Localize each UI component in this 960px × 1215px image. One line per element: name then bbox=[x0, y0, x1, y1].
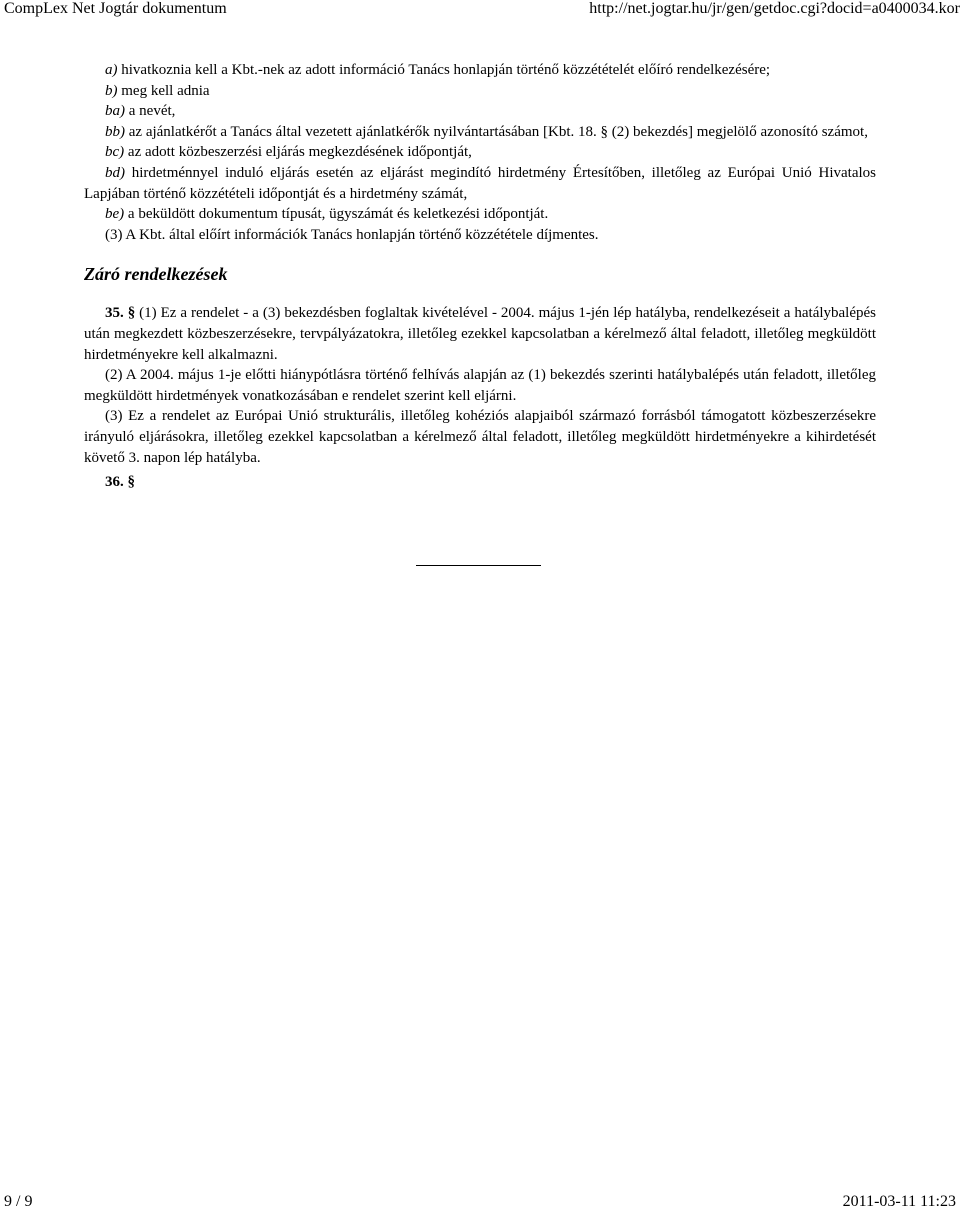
point-a bbox=[84, 60, 876, 81]
point-text: a beküldött dokumentum típusát, ügyszámát és keletkezési időpontját. bbox=[124, 206, 549, 223]
section-36 bbox=[84, 472, 876, 493]
section-35-paragraph-1 bbox=[84, 303, 876, 365]
point-text: az ajánlatkérőt a Tanács által vezetett ajánlatkérők nyilvántartásában [Kbt. 18. § (2) bekezdés] megjelölő azonosító számot, bbox=[125, 123, 868, 140]
page-footer bbox=[0, 1189, 960, 1215]
point-bd bbox=[84, 163, 876, 204]
point-label: bd) bbox=[105, 164, 125, 181]
document-url: http://net.jogtar.hu/jr/gen/getdoc.cgi?docid=a0400034.kor bbox=[589, 0, 960, 17]
page-number: 9 / 9 bbox=[4, 1193, 33, 1210]
point-ba bbox=[84, 101, 876, 122]
page-header bbox=[0, 0, 960, 28]
point-bc bbox=[84, 142, 876, 163]
point-text: meg kell adnia bbox=[117, 82, 210, 99]
paragraph-text: (1) Ez a rendelet - a (3) bekezdésben foglaltak kivételével - 2004. május 1-jén lép hatályba, rendelkezéseit a hatálybalépés után megkezdett közbeszerzésekre, tervpályázatokra, illetőleg ezekkel kapcsolatban a kérelmező által feladott, illetőleg megküldött hirdetményekre kell alkalmazni. bbox=[84, 305, 876, 363]
document-source-title: CompLex Net Jogtár dokumentum bbox=[4, 0, 227, 17]
point-label: be) bbox=[105, 206, 125, 223]
point-text: hivatkoznia kell a Kbt.-nek az adott információ Tanács honlapján történő közzétételét előíró rendelkezésére; bbox=[117, 62, 771, 78]
point-label: b) bbox=[105, 82, 118, 99]
point-label: ba) bbox=[105, 103, 125, 120]
section-number: 36. § bbox=[105, 474, 135, 491]
section-35-paragraph-3: (3) Ez a rendelet az Európai Unió strukturális, illetőleg kohéziós alapjaiból származó forrásból támogatott közbeszerzésekre irányuló eljárásokra, illetőleg ezekkel kapcsolatban a kérelmező által feladott, illetőleg megküldött hirdetményekre a kihirdetését követő 3. napon lép hatályba. bbox=[84, 408, 876, 466]
document-body bbox=[84, 60, 876, 493]
section-title: Záró rendelkezések bbox=[84, 264, 228, 285]
point-text: az adott közbeszerzési eljárás megkezdésének időpontját, bbox=[124, 144, 472, 161]
print-datetime: 2011-03-11 11:23 bbox=[842, 1193, 956, 1210]
section-35-paragraph-2: (2) A 2004. május 1-je előtti hiánypótlásra történő felhívás alapján az (1) bekezdés szerinti hatálybalépés után feladott, illetőleg megküldött hirdetmények vonatkozásában e rendelet szerint kell eljárni. bbox=[84, 367, 876, 404]
point-label: bb) bbox=[105, 123, 125, 140]
end-separator-line bbox=[416, 565, 541, 566]
point-be bbox=[84, 204, 876, 225]
point-label: a) bbox=[105, 62, 118, 78]
section-number: 35. § bbox=[105, 305, 136, 322]
point-label: bc) bbox=[105, 144, 125, 161]
point-text: hirdetménnyel induló eljárás esetén az eljárást megindító hirdetmény Értesítőben, illetőleg az Európai Unió Hivatalos Lapjában történő közzétételi időpontját és a hirdetmény számát, bbox=[84, 164, 876, 202]
paragraph-3: (3) A Kbt. által előírt információk Tanács honlapján történő közzététele díjmentes. bbox=[105, 226, 599, 243]
point-bb bbox=[84, 122, 876, 143]
point-text: a nevét, bbox=[125, 103, 176, 120]
point-b bbox=[84, 81, 876, 102]
